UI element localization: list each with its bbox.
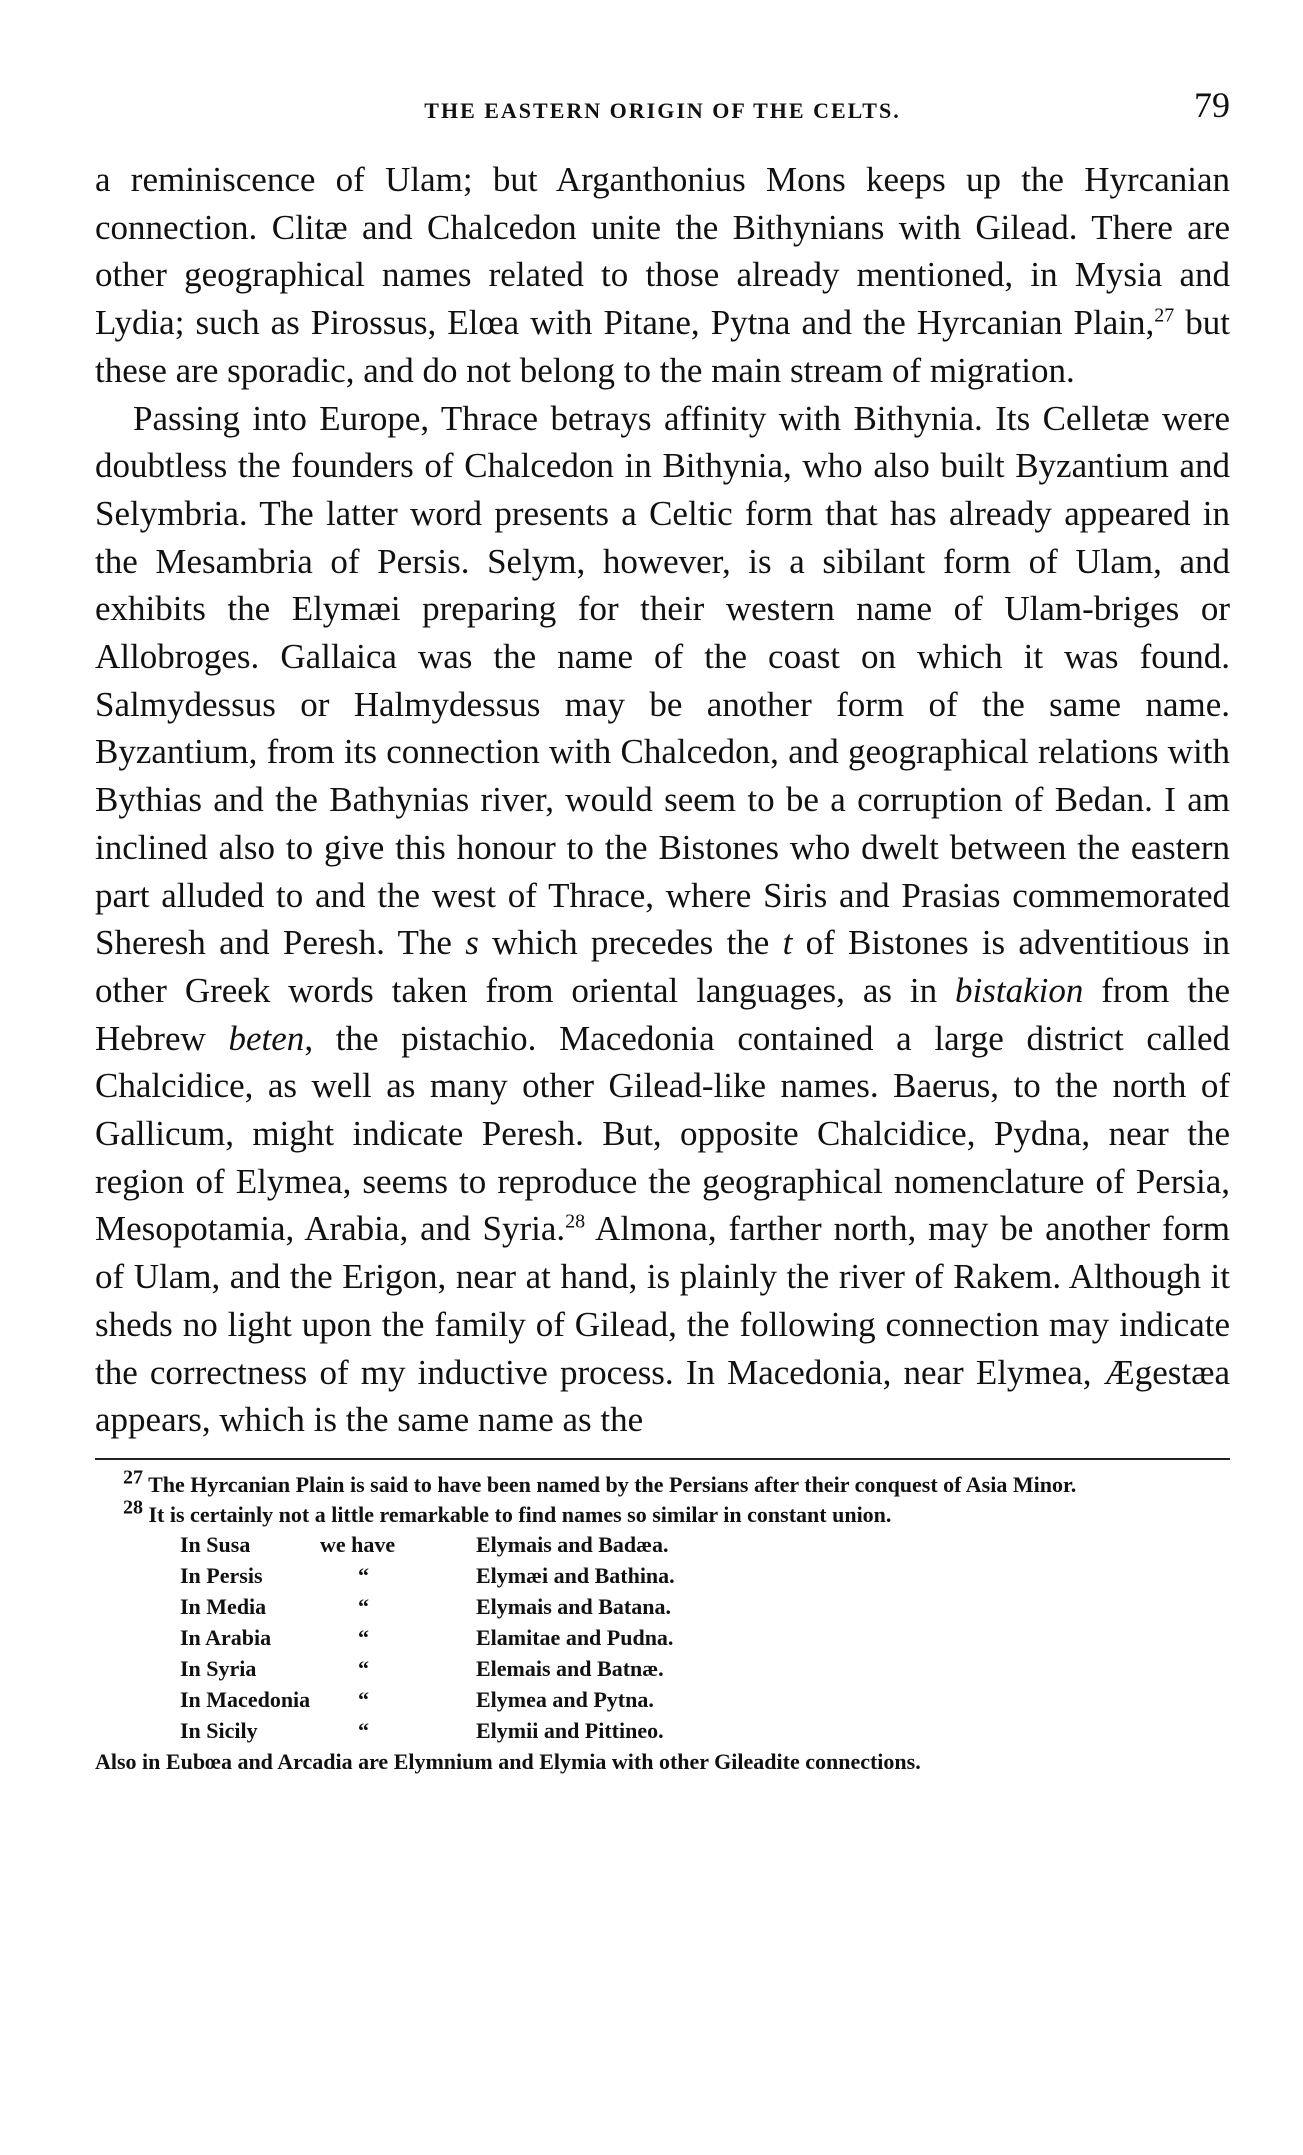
names-cell: Elymais and Badæa. — [476, 1532, 669, 1558]
footnote-ref-27: 27 — [1154, 304, 1175, 327]
ditto-mark: “ — [358, 1594, 369, 1620]
table-row — [180, 1561, 896, 1592]
text-run: from the Hebrew — [95, 970, 1230, 1058]
footnote-mark-27: 27 — [123, 1466, 143, 1489]
region-cell: In Sicily — [180, 1718, 258, 1744]
ditto-mark: “ — [358, 1563, 369, 1589]
text-run: a reminiscence of Ulam; but Arganthonius Mons keeps up the Hyrcanian connection. Clitæ and Chalcedon unite the Bithynians with Gilead. There are other geographical names related to those already mentioned, in Mysia and Lydia; such as Pirossus, Elœa with Pitane, Pytna and the Hyrcanian Plain, — [95, 160, 1230, 343]
footnote-text: The Hyrcanian Plain is said to have been named by the Persians after their conquest of Asia Minor. — [143, 1471, 1077, 1497]
text-run: , the pistachio. Macedonia contained a large district called Chalcidice, as well as many other Gilead-like names. Baerus, to the north of Gallicum, might indicate Peresh. But, opposite Chalcidice, Pydna, near the region of Elymea, seems to reproduce the geographical nomenclature of Persia, Mesopotamia, Arabia, and Syria. — [95, 1018, 1230, 1249]
italic-letter: s — [465, 923, 479, 963]
ditto-mark: “ — [358, 1656, 369, 1682]
ditto-mark: “ — [358, 1687, 369, 1713]
region-cell: In Media — [180, 1594, 267, 1620]
names-cell: Elemais and Batnæ. — [476, 1656, 664, 1682]
italic-word: beten — [228, 1018, 305, 1058]
footnotes — [95, 1466, 1230, 1777]
text-run: which precedes the — [478, 923, 783, 963]
region-cell: In Syria — [180, 1656, 257, 1682]
ditto-mark: “ — [358, 1625, 369, 1651]
region-cell: In Susa — [180, 1532, 251, 1558]
table-row — [180, 1530, 896, 1561]
region-cell: In Macedonia — [180, 1687, 311, 1713]
name-pairs-table — [180, 1530, 896, 1747]
text-run: of Bistones is adventitious in other Greek words taken from oriental languages, as in — [95, 923, 1230, 1010]
table-row — [180, 1685, 896, 1716]
footnote-text: It is certainly not a little remarkable to find names so similar in constant union. — [143, 1501, 892, 1527]
page-header — [95, 82, 1230, 132]
footnote-28 — [95, 1496, 1230, 1530]
table-row — [180, 1654, 896, 1685]
footnote-closing-line: Also in Eubœa and Arcadia are Elymnium and Elymia with other Gileadite connections. — [95, 1748, 921, 1774]
table-row — [180, 1592, 896, 1623]
ditto-mark: “ — [358, 1718, 369, 1744]
table-row — [180, 1716, 896, 1747]
prefix-cell: we have — [320, 1532, 396, 1558]
paragraph-2 — [95, 395, 1230, 1444]
table-row — [180, 1623, 896, 1654]
page-number: 79 — [1194, 85, 1230, 125]
names-cell: Elymais and Batana. — [476, 1594, 671, 1620]
footnote-rule — [95, 1458, 1230, 1460]
names-cell: Elymæi and Bathina. — [476, 1563, 675, 1589]
names-cell: Elamitae and Pudna. — [476, 1625, 674, 1651]
names-cell: Elymii and Pittineo. — [476, 1718, 664, 1744]
names-cell: Elymea and Pytna. — [476, 1687, 654, 1713]
region-cell: In Persis — [180, 1563, 263, 1589]
text-run: but these are sporadic, and do not belong to the main stream of migration. — [95, 303, 1230, 390]
footnote-ref-28: 28 — [565, 1210, 586, 1233]
running-title: THE EASTERN ORIGIN OF THE CELTS. — [424, 98, 901, 123]
footnote-27 — [95, 1466, 1230, 1500]
region-cell: In Arabia — [180, 1625, 272, 1651]
paragraph-1 — [95, 156, 1230, 395]
text-run: Passing into Europe, Thrace betrays affinity with Bithynia. Its Celletæ were doubtless the founders of Chalcedon in Bithynia, who also built Byzantium and Selymbria. The latter word presents a Celtic form that has already appeared in the Mesambria of Persis. Selym, however, is a sibilant form of Ulam, and exhibits the Elymæi preparing for their western name of Ulam-briges or Allobroges. Gallaica was the name of the coast on which it was found. Salmydessus or Halmydessus may be another form of the same name. Byzantium, from its connection with Chalcedon, and geographical relations with Bythias and the Bathynias river, would seem to be a corruption of Bedan. I am inclined also to give this honour to the Bistones who dwelt between the eastern part alluded to and the west of Thrace, where Siris and Prasias commemorated Sheresh and Peresh. The — [95, 398, 1230, 963]
italic-letter: t — [782, 923, 793, 963]
body-text — [95, 156, 1230, 1444]
footnote-mark-28: 28 — [123, 1496, 143, 1519]
italic-word: bistakion — [955, 970, 1084, 1010]
book-page — [95, 82, 1230, 1777]
text-run: Almona, farther north, may be another form of Ulam, and the Erigon, near at hand, is plainly the river of Rakem. Although it sheds no light upon the family of Gilead, the following connection may indicate the correctness of my inductive process. In Macedonia, near Elymea, Ægestæa appears, which is the same name as the — [95, 1209, 1230, 1440]
